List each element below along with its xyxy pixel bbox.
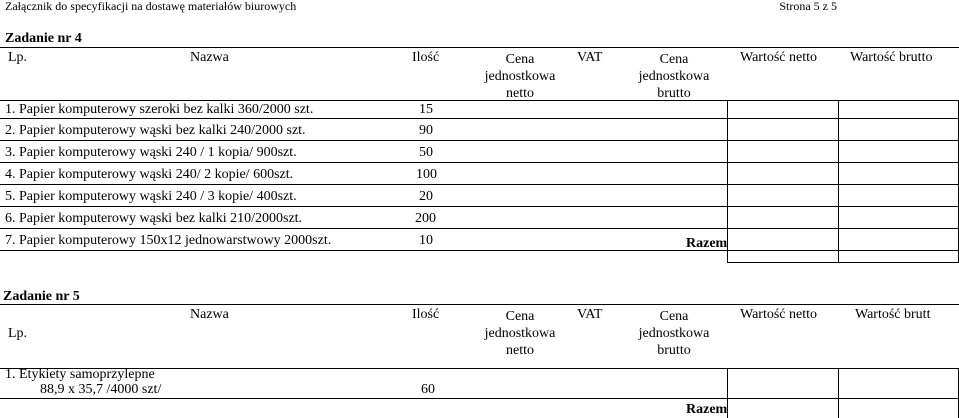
table-row-ilosc: 15 <box>419 102 433 117</box>
header-vat: VAT <box>577 307 603 322</box>
table-row-ilosc: 60 <box>421 382 435 397</box>
header-lp: Lp. <box>8 326 28 341</box>
header-cena-brutto: Cena jednostkowa brutto <box>638 52 710 101</box>
header-cena-brutto: Cena jednostkowa brutto <box>638 309 710 358</box>
table-row-nazwa: 4. Papier komputerowy wąski 240/ 2 kopie/ 600szt. <box>5 167 294 182</box>
table-row-ilosc: 90 <box>419 123 433 138</box>
table-row-nazwa-line2: 88,9 x 35,7 /4000 szt/ <box>40 382 162 397</box>
table-row-nazwa: 1. Etykiety samoprzylepne <box>5 367 155 382</box>
header-lp: Lp. <box>8 50 28 65</box>
razem-label: Razem <box>686 402 728 417</box>
table-row-ilosc: 200 <box>415 211 436 226</box>
table-row-ilosc: 100 <box>416 167 437 182</box>
section-title: Zadanie nr 4 <box>5 31 82 46</box>
header-nazwa: Nazwa <box>190 307 229 322</box>
header-wartosc-brutto: Wartość brutt <box>855 307 931 322</box>
table-row-nazwa: 6. Papier komputerowy wąski bez kalki 210/2000szt. <box>5 211 303 226</box>
table-row-ilosc: 50 <box>419 145 433 160</box>
table-row-nazwa: 7. Papier komputerowy 150x12 jednowarstwowy 2000szt. <box>5 233 332 248</box>
header-vat: VAT <box>577 50 603 65</box>
table-row-nazwa: 2. Papier komputerowy wąski bez kalki 240/2000 szt. <box>5 123 306 138</box>
header-ilosc: Ilość <box>412 50 440 65</box>
header-nazwa: Nazwa <box>190 50 229 65</box>
table-row-nazwa: 5. Papier komputerowy wąski 240 / 3 kopie/ 400szt. <box>5 189 297 204</box>
header-wartosc-netto: Wartość netto <box>740 307 818 322</box>
table-row-ilosc: 20 <box>419 189 433 204</box>
razem-label: Razem <box>686 236 728 251</box>
page-number: Strona 5 z 5 <box>779 0 837 13</box>
table-row-ilosc: 10 <box>419 233 433 248</box>
header-ilosc: Ilość <box>412 307 440 322</box>
table-row-nazwa: 3. Papier komputerowy wąski 240 / 1 kopia/ 900szt. <box>5 145 297 160</box>
header-wartosc-netto: Wartość netto <box>740 50 818 65</box>
header-cena-netto: Cena jednostkowa netto <box>484 309 556 358</box>
section-title: Zadanie nr 5 <box>3 289 80 304</box>
header-wartosc-brutto: Wartość brutto <box>850 50 933 65</box>
document-header-title: Załącznik do specyfikacji na dostawę materiałów biurowych <box>5 0 297 13</box>
header-cena-netto: Cena jednostkowa netto <box>484 52 556 101</box>
table-row-nazwa: 1. Papier komputerowy szeroki bez kalki 360/2000 szt. <box>5 102 314 117</box>
